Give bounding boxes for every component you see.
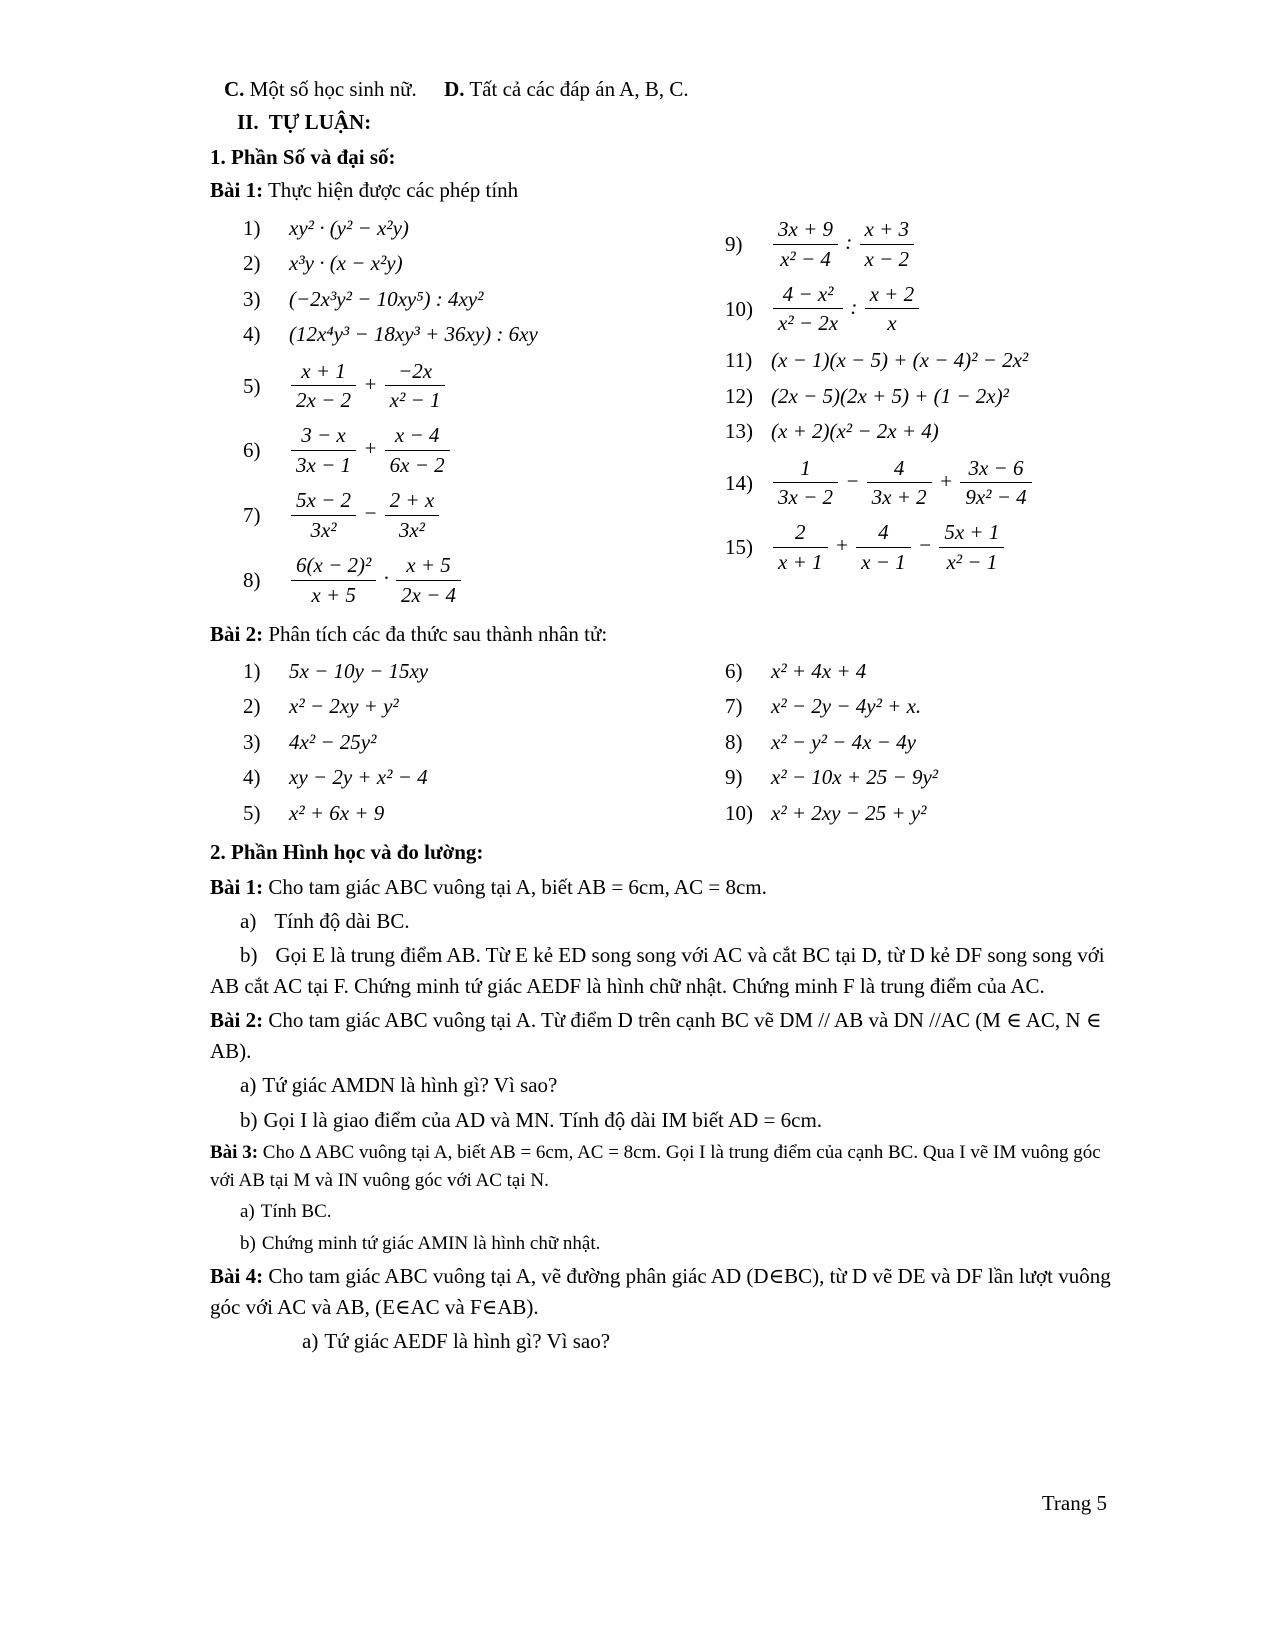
item-number: 9) xyxy=(725,765,743,790)
exercise-item xyxy=(243,727,715,757)
exercise-item xyxy=(725,281,1112,338)
math-text: + xyxy=(933,468,959,493)
item-number: 1) xyxy=(243,215,261,240)
math-text: : xyxy=(845,294,863,319)
math-text: x² + 2xy − 25 + y² xyxy=(771,800,927,825)
math-text: − xyxy=(912,533,938,558)
exercise-item xyxy=(243,284,715,314)
bai2-label: Bài 2: xyxy=(210,621,264,646)
math-text: − xyxy=(358,501,383,526)
fraction xyxy=(960,455,1031,512)
fraction-denominator: 3x² xyxy=(398,517,425,542)
fraction-denominator: x − 2 xyxy=(864,246,909,271)
fraction xyxy=(939,519,1004,576)
fraction xyxy=(860,216,915,273)
math-text: + xyxy=(358,371,383,396)
fraction xyxy=(291,487,356,544)
problem-label: Bài 2: xyxy=(210,1008,264,1033)
math-expression xyxy=(771,416,939,446)
math-text: xy² · (y² − x²y) xyxy=(289,215,409,240)
sub-question-marker: a) xyxy=(240,1201,255,1223)
geometry-paragraph xyxy=(210,940,1112,1001)
fraction xyxy=(856,519,911,576)
fraction-denominator: x² − 2x xyxy=(778,311,839,336)
problem-label: Bài 4: xyxy=(210,1264,264,1289)
fraction xyxy=(385,422,450,479)
exercise-item xyxy=(725,762,1112,792)
math-expression xyxy=(771,216,916,273)
exercise-item xyxy=(243,691,715,721)
bai2-right-column xyxy=(715,651,1112,833)
fraction-denominator: x² − 1 xyxy=(946,550,998,575)
exercise-item xyxy=(243,762,715,792)
geometry-paragraph xyxy=(210,1230,1112,1258)
item-number: 2) xyxy=(243,694,261,719)
exercise-item xyxy=(243,213,715,243)
fraction-denominator: 9x² − 4 xyxy=(965,485,1027,510)
math-text: (x − 1)(x − 5) + (x − 4)² − 2x² xyxy=(771,348,1029,373)
item-number: 1) xyxy=(243,658,261,683)
fraction-denominator: 2x − 2 xyxy=(296,388,351,413)
bai1-intro-line xyxy=(210,175,1112,205)
bai2-exercises xyxy=(210,651,1112,833)
choice-d-text: Tất cả các đáp án A, B, C. xyxy=(469,77,689,101)
bai1-right-column xyxy=(715,208,1112,617)
math-expression xyxy=(289,248,403,278)
math-text: x² − 2xy + y² xyxy=(289,694,399,719)
sub-question-text: Tính BC. xyxy=(260,1201,332,1223)
geometry-paragraph xyxy=(210,1105,1112,1135)
problem-text: Cho Δ ABC vuông tại A, biết AB = 6cm, AC = 8cm. Gọi I là trung điểm của cạnh BC. Qua I vẽ IM vuông góc với AB tại M và IN vuông góc với AC tại N. xyxy=(210,1142,1101,1191)
sub-question-text: Gọi I là giao điểm của AD và MN. Tính độ dài IM biết AD = 6cm. xyxy=(263,1107,823,1132)
bai1-left-column xyxy=(210,208,715,617)
fraction-denominator: 6x − 2 xyxy=(389,453,445,478)
problem-text: Cho tam giác ABC vuông tại A, biết AB = 6cm, AC = 8cm. xyxy=(268,874,767,899)
item-number: 5) xyxy=(243,800,261,825)
bai2-intro-text: Phân tích các đa thức sau thành nhân tử: xyxy=(268,621,608,646)
math-expression xyxy=(289,487,441,544)
math-expression xyxy=(771,798,926,828)
fraction-numerator: 5x + 1 xyxy=(939,519,1004,548)
exercise-item xyxy=(725,656,1112,686)
math-text: : xyxy=(840,229,858,254)
item-number: 8) xyxy=(725,729,743,754)
fraction-numerator: x + 2 xyxy=(865,281,920,310)
math-expression xyxy=(771,381,1009,411)
item-number: 5) xyxy=(243,373,261,398)
bai2-left-column xyxy=(210,651,715,833)
exercise-item xyxy=(725,727,1112,757)
item-number: 10) xyxy=(725,800,753,825)
problem-label: Bài 3: xyxy=(210,1142,259,1164)
item-number: 7) xyxy=(725,694,743,719)
fraction-denominator: 2x − 4 xyxy=(401,582,457,607)
exercise-item xyxy=(243,248,715,278)
fraction-denominator: x − 1 xyxy=(861,550,906,575)
math-text: x² + 6x + 9 xyxy=(289,800,385,825)
item-number: 13) xyxy=(725,419,753,444)
exercise-item xyxy=(243,358,715,415)
bai1-intro-text: Thực hiện được các phép tính xyxy=(267,178,519,203)
fraction xyxy=(291,358,356,415)
math-expression xyxy=(771,762,938,792)
exercise-item xyxy=(725,345,1112,375)
item-number: 6) xyxy=(725,658,743,683)
geometry-paragraph xyxy=(210,1005,1112,1066)
geometry-paragraph xyxy=(210,872,1112,902)
math-expression xyxy=(289,656,428,686)
exercise-item xyxy=(243,798,715,828)
math-expression xyxy=(289,319,538,349)
fraction xyxy=(865,281,920,338)
math-expression xyxy=(289,762,428,792)
fraction-numerator: 4 xyxy=(867,455,932,484)
fraction xyxy=(773,216,838,273)
sub-question-text: Tứ giác AMDN là hình gì? Vì sao? xyxy=(262,1073,558,1098)
item-number: 7) xyxy=(243,503,261,528)
geometry-paragraph xyxy=(210,906,1112,936)
fraction-denominator: 3x − 2 xyxy=(778,485,833,510)
sub-question-marker: b) xyxy=(240,1232,256,1254)
exercise-item xyxy=(243,656,715,686)
item-number: 15) xyxy=(725,535,753,560)
bai2-intro-line xyxy=(210,619,1112,649)
exercise-item xyxy=(243,487,715,544)
sub-question-text: Tính độ dài BC. xyxy=(274,909,410,933)
fraction-denominator: x xyxy=(887,311,897,336)
sub-question-marker: b) xyxy=(240,1107,258,1132)
fraction-numerator: 2 + x xyxy=(385,487,440,516)
exercise-item xyxy=(725,691,1112,721)
math-text: x³y · (x − x²y) xyxy=(289,251,403,276)
math-expression xyxy=(289,422,452,479)
fraction xyxy=(773,281,843,338)
bai1-label: Bài 1: xyxy=(210,178,264,203)
sub-question-marker: a) xyxy=(240,909,257,933)
math-expression xyxy=(771,727,916,757)
math-text: x² − 2y − 4y² + x. xyxy=(771,694,922,719)
fraction-numerator: 1 xyxy=(773,455,838,484)
math-expression xyxy=(289,552,463,609)
choice-d-label: D. xyxy=(444,77,465,101)
fraction-numerator: 6(x − 2)² xyxy=(291,552,376,581)
fraction-denominator: x + 1 xyxy=(778,550,823,575)
math-expression xyxy=(289,727,376,757)
choice-c-text: Một số học sinh nữ. xyxy=(249,77,417,101)
part1-title: 1. Phần Số và đại số: xyxy=(210,144,396,169)
math-text: 4x² − 25y² xyxy=(289,729,377,754)
sub-question-text: Tứ giác AEDF là hình gì? Vì sao? xyxy=(324,1329,611,1354)
fraction-denominator: 3x + 2 xyxy=(871,485,927,510)
fraction-numerator: 3x + 9 xyxy=(773,216,838,245)
exercise-item xyxy=(725,216,1112,273)
exercise-item xyxy=(725,416,1112,446)
fraction-denominator: x² − 1 xyxy=(389,388,441,413)
fraction-numerator: 4 − x² xyxy=(773,281,843,310)
sub-question-marker: b) xyxy=(240,943,258,968)
math-expression xyxy=(771,691,921,721)
math-expression xyxy=(289,358,447,415)
math-text: · xyxy=(378,565,395,590)
exercise-item xyxy=(725,519,1112,576)
item-number: 3) xyxy=(243,729,261,754)
problem-label: Bài 1: xyxy=(210,874,264,899)
math-text: xy − 2y + x² − 4 xyxy=(289,765,428,790)
problem-text: Cho tam giác ABC vuông tại A. Từ điểm D trên cạnh BC vẽ DM // AB và DN //AC (M ∈ AC, N ∈ AB). xyxy=(210,1008,1102,1063)
item-number: 11) xyxy=(725,348,753,373)
fraction-denominator: x + 5 xyxy=(311,582,356,607)
fraction-numerator: x + 1 xyxy=(291,358,356,387)
fraction-numerator: 5x − 2 xyxy=(291,487,356,516)
geometry-paragraph xyxy=(210,1326,1112,1356)
fraction-numerator: 3 − x xyxy=(291,422,356,451)
page-number: Trang 5 xyxy=(1041,1490,1107,1515)
item-number: 8) xyxy=(243,567,261,592)
fraction-denominator: 3x² xyxy=(310,517,337,542)
item-number: 9) xyxy=(725,231,743,256)
choice-c-label: C. xyxy=(224,77,245,101)
math-expression xyxy=(771,656,866,686)
math-text: (−2x³y² − 10xy⁵) : 4xy² xyxy=(289,286,484,311)
fraction-numerator: 4 xyxy=(856,519,911,548)
fraction xyxy=(396,552,461,609)
math-expression xyxy=(771,519,1006,576)
sub-question-text: Gọi E là trung điểm AB. Từ E kẻ ED song song với AC và cắt BC tại D, từ D kẻ DF song song với AB cắt AC tại F. Chứng minh tứ giác AEDF là hình chữ nhật. Chứng minh F là trung điểm của AC. xyxy=(210,943,1105,998)
math-text: + xyxy=(829,533,855,558)
math-text: (12x⁴y³ − 18xy³ + 36xy) : 6xy xyxy=(289,322,538,347)
item-number: 2) xyxy=(243,251,261,276)
section-title-tu-luan: II. TỰ LUẬN: xyxy=(237,110,372,135)
math-text: x² − 10x + 25 − 9y² xyxy=(771,765,939,790)
problem-text: Cho tam giác ABC vuông tại A, vẽ đường phân giác AD (D∈BC), từ D vẽ DE và DF lần lượt vuông góc với AC và AB, (E∈AC và F∈AB). xyxy=(210,1264,1111,1319)
math-expression xyxy=(289,798,384,828)
fraction xyxy=(867,455,932,512)
exercise-item xyxy=(243,319,715,349)
fraction xyxy=(291,552,376,609)
geometry-paragraph xyxy=(210,1139,1112,1194)
fraction-numerator: x + 3 xyxy=(860,216,915,245)
math-expression xyxy=(289,691,399,721)
sub-question-marker: a) xyxy=(240,1073,257,1098)
fraction xyxy=(291,422,356,479)
sub-question-text: Chứng minh tứ giác AMIN là hình chữ nhật. xyxy=(261,1232,601,1254)
fraction-numerator: x + 5 xyxy=(396,552,461,581)
fraction xyxy=(385,358,446,415)
fraction-numerator: 3x − 6 xyxy=(960,455,1031,484)
math-text: x² + 4x + 4 xyxy=(771,658,867,683)
math-expression xyxy=(289,284,483,314)
math-text: − xyxy=(840,468,865,493)
fraction-numerator: x − 4 xyxy=(385,422,450,451)
geometry-paragraph xyxy=(210,1261,1112,1322)
item-number: 14) xyxy=(725,470,753,495)
math-expression xyxy=(771,455,1034,512)
fraction-numerator: 2 xyxy=(773,519,828,548)
answer-choices-line xyxy=(210,74,1112,104)
item-number: 3) xyxy=(243,286,261,311)
exercise-item xyxy=(725,798,1112,828)
math-text: (x + 2)(x² − 2x + 4) xyxy=(771,419,939,444)
fraction xyxy=(773,519,828,576)
exercise-item xyxy=(725,381,1112,411)
exercise-item xyxy=(243,422,715,479)
item-number: 12) xyxy=(725,383,753,408)
sub-question-marker: a) xyxy=(302,1329,319,1354)
fraction xyxy=(385,487,440,544)
item-number: 4) xyxy=(243,322,261,347)
bai1-exercises xyxy=(210,208,1112,617)
math-text: (2x − 5)(2x + 5) + (1 − 2x)² xyxy=(771,383,1009,408)
item-number: 6) xyxy=(243,438,261,463)
part2-title: 2. Phần Hình học và đo lường: xyxy=(210,840,484,865)
geometry-paragraph xyxy=(210,1070,1112,1100)
math-text: 5x − 10y − 15xy xyxy=(289,658,429,683)
geometry-section xyxy=(210,872,1112,1357)
math-text: x² − y² − 4x − 4y xyxy=(771,729,916,754)
exercise-item xyxy=(243,552,715,609)
item-number: 4) xyxy=(243,765,261,790)
math-expression xyxy=(771,281,921,338)
geometry-paragraph xyxy=(210,1198,1112,1226)
fraction-denominator: 3x − 1 xyxy=(296,453,351,478)
math-expression xyxy=(771,345,1028,375)
math-text: + xyxy=(358,436,383,461)
math-expression xyxy=(289,213,409,243)
item-number: 10) xyxy=(725,296,753,321)
fraction xyxy=(773,455,838,512)
exercise-item xyxy=(725,455,1112,512)
fraction-numerator: −2x xyxy=(385,358,446,387)
fraction-denominator: x² − 4 xyxy=(780,246,831,271)
